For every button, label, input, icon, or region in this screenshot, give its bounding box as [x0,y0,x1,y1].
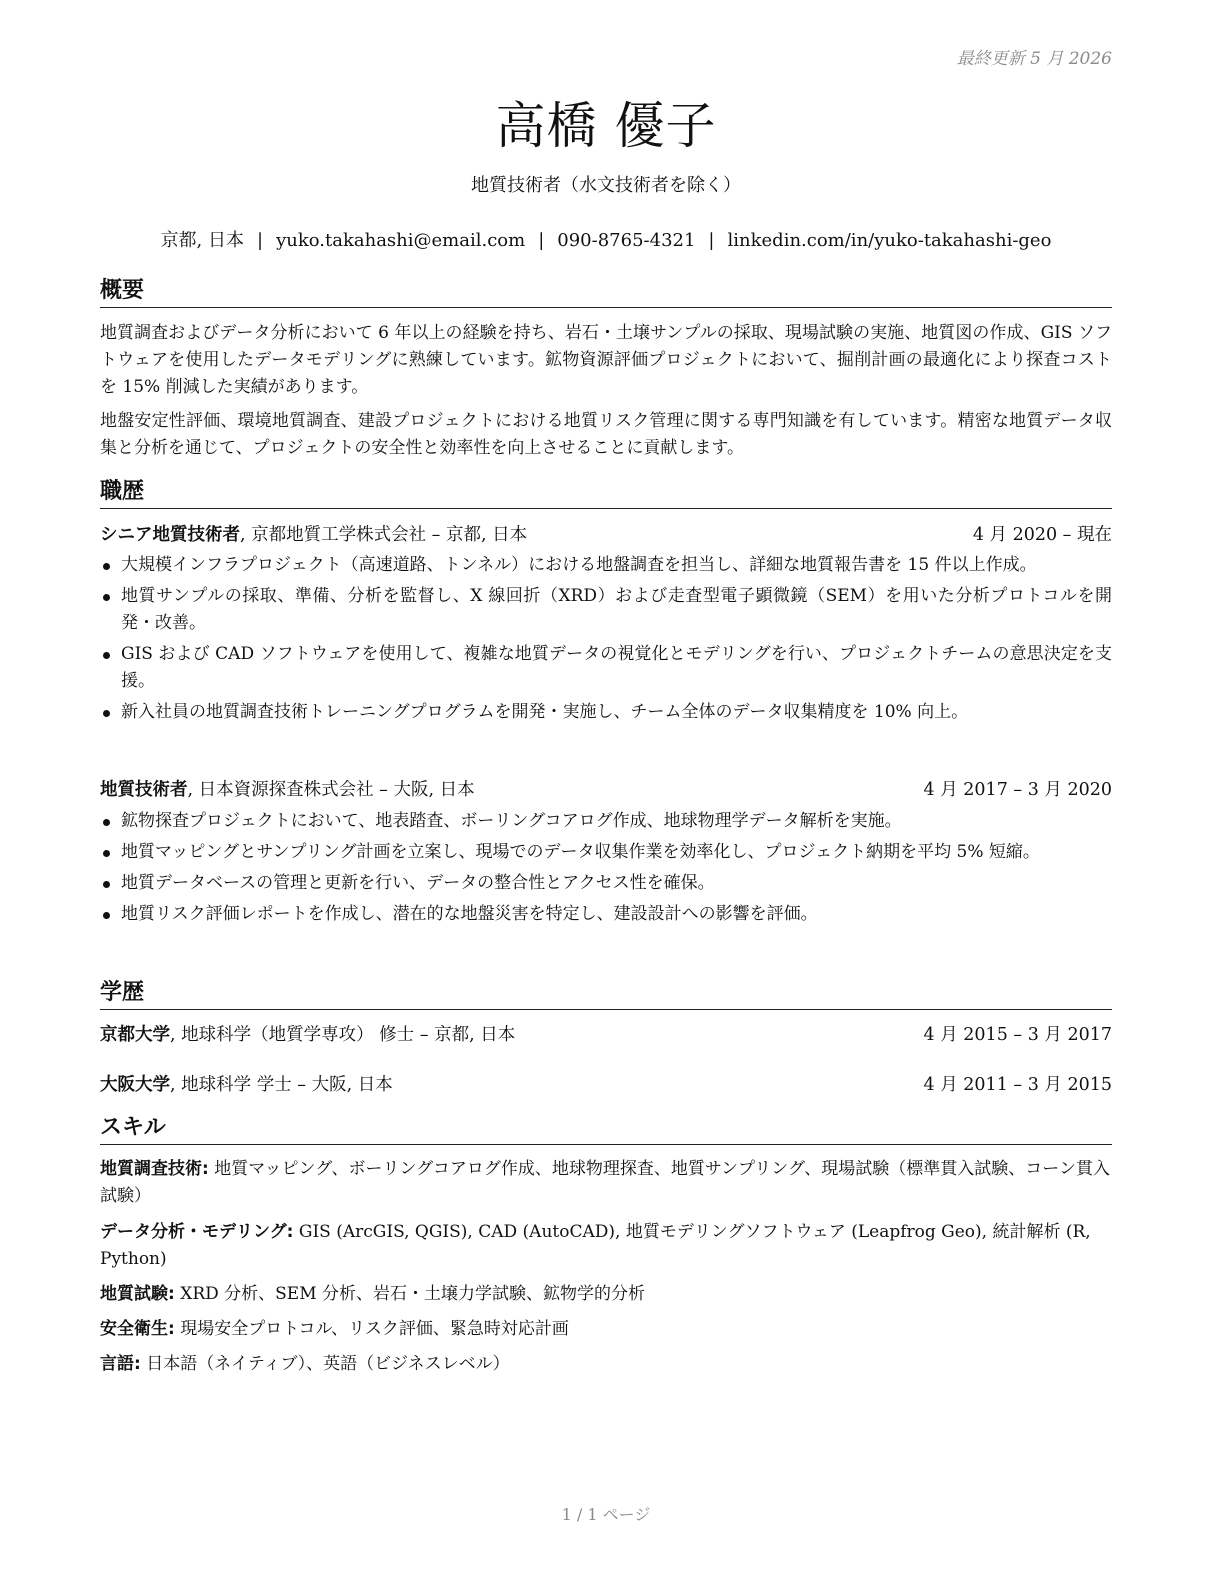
summary-paragraph-2: 地盤安定性評価、環境地質調査、建設プロジェクトにおける地質リスク管理に関する専門知識を有しています。精密な地質データ収集と分析を通じて、プロジェクトの安全性と効率性を向上させることに貢献します。 [100,411,1112,458]
skill-value: GIS (ArcGIS, QGIS), CAD (AutoCAD), 地質モデリングソフトウェア (Leapfrog Geo), 統計解析 (R, Python) [100,1222,1091,1269]
job-company: , 京都地質工学株式会社 – 京都, 日本 [240,525,528,545]
bullet-item: 地質リスク評価レポートを作成し、潜在的な地盤災害を特定し、建設設計への影響を評価。 [100,901,1112,928]
skill-key: 安全衛生: [100,1319,175,1339]
education-entry [100,1072,1112,1098]
bullet-item: 地質マッピングとサンプリング計画を立案し、現場でのデータ収集作業を効率化し、プロジェクト納期を平均 5% 短縮。 [100,839,1112,866]
education-dates: 4 月 2011 – 3 月 2015 [923,1075,1112,1095]
bullet-item: 新入社員の地質調査技術トレーニングプログラムを開発・実施し、チーム全体のデータ収集精度を 10% 向上。 [100,699,1112,726]
school-name: 大阪大学 [100,1075,170,1095]
skill-value: 地質マッピング、ボーリングコアログ作成、地球物理探査、地質サンプリング、現場試験（標準貫入試験、コーン貫入試験） [100,1159,1110,1206]
contact-email[interactable]: yuko.takahashi@email.com [276,230,526,251]
candidate-name: 高橋 優子 [495,97,717,155]
skill-key: データ分析・モデリング: [100,1222,294,1242]
job-title-label: シニア地質技術者 [100,525,240,545]
job-entry-header [100,777,1112,803]
job-bullets [100,552,1112,730]
job-dates: 4 月 2017 – 3 月 2020 [923,780,1112,800]
bullet-item: 大規模インフラプロジェクト（高速道路、トンネル）における地盤調査を担当し、詳細な地質報告書を 15 件以上作成。 [100,552,1112,579]
degree-details: , 地球科学 学士 – 大阪, 日本 [170,1075,393,1095]
job-company: , 日本資源探査株式会社 – 大阪, 日本 [187,780,475,800]
bullet-item: 地質サンプルの採取、準備、分析を監督し、X 線回折（XRD）および走査型電子顕微鏡（SEM）を用いた分析プロトコルを開発・改善。 [100,583,1112,637]
section-title-experience: 職歴 [100,478,1112,509]
skill-key: 地質調査技術: [100,1159,209,1179]
job-dates: 4 月 2020 – 現在 [972,525,1112,545]
job-entry-header [100,522,1112,548]
bullet-item: 地質データベースの管理と更新を行い、データの整合性とアクセス性を確保。 [100,870,1112,897]
education-entry [100,1022,1112,1048]
contact-line [100,226,1112,252]
skill-row [100,1281,1112,1308]
contact-separator: | [257,230,264,251]
degree-details: , 地球科学（地質学専攻） 修士 – 京都, 日本 [170,1025,516,1045]
page-number: 1 / 1 ページ [561,1505,651,1524]
skill-row [100,1351,1112,1378]
skill-row [100,1316,1112,1343]
skill-key: 地質試験: [100,1284,175,1304]
bullet-item: 鉱物探査プロジェクトにおいて、地表踏査、ボーリングコアログ作成、地球物理学データ解析を実施。 [100,808,1112,835]
skill-row [100,1219,1112,1273]
last-updated: 最終更新 5 月 2026 [956,49,1112,69]
section-title-education: 学歴 [100,979,1112,1010]
skill-value: 日本語（ネイティブ）、英語（ビジネスレベル） [140,1354,510,1374]
summary-paragraph-1: 地質調査およびデータ分析において 6 年以上の経験を持ち、岩石・土壌サンプルの採取、現場試験の実施、地質図の作成、GIS ソフトウェアを使用したデータモデリングに熟練しています。鉱物資源評価プロジェクトにおいて、掘削計画の最適化により探査コストを 15% 削減した実績があります。 [100,323,1112,397]
school-name: 京都大学 [100,1025,170,1045]
job-title: 地質技術者（水文技術者を除く） [471,175,741,196]
resume-page [100,0,1112,1584]
contact-separator: | [708,230,715,251]
section-title-skills: スキル [100,1114,1112,1145]
contact-linkedin[interactable]: linkedin.com/in/yuko-takahashi-geo [727,230,1052,251]
contact-phone[interactable]: 090-8765-4321 [557,230,696,251]
skill-value: 現場安全プロトコル、リスク評価、緊急時対応計画 [174,1319,569,1339]
skill-row [100,1156,1112,1210]
skill-value: XRD 分析、SEM 分析、岩石・土壌力学試験、鉱物学的分析 [174,1284,646,1304]
section-title-summary: 概要 [100,277,1112,308]
contact-separator: | [538,230,545,251]
bullet-item: GIS および CAD ソフトウェアを使用して、複雑な地質データの視覚化とモデリングを行い、プロジェクトチームの意思決定を支援。 [100,641,1112,695]
skill-key: 言語: [100,1354,141,1374]
contact-location: 京都, 日本 [160,230,245,251]
education-dates: 4 月 2015 – 3 月 2017 [923,1025,1112,1045]
job-title-label: 地質技術者 [100,780,188,800]
job-bullets [100,808,1112,932]
